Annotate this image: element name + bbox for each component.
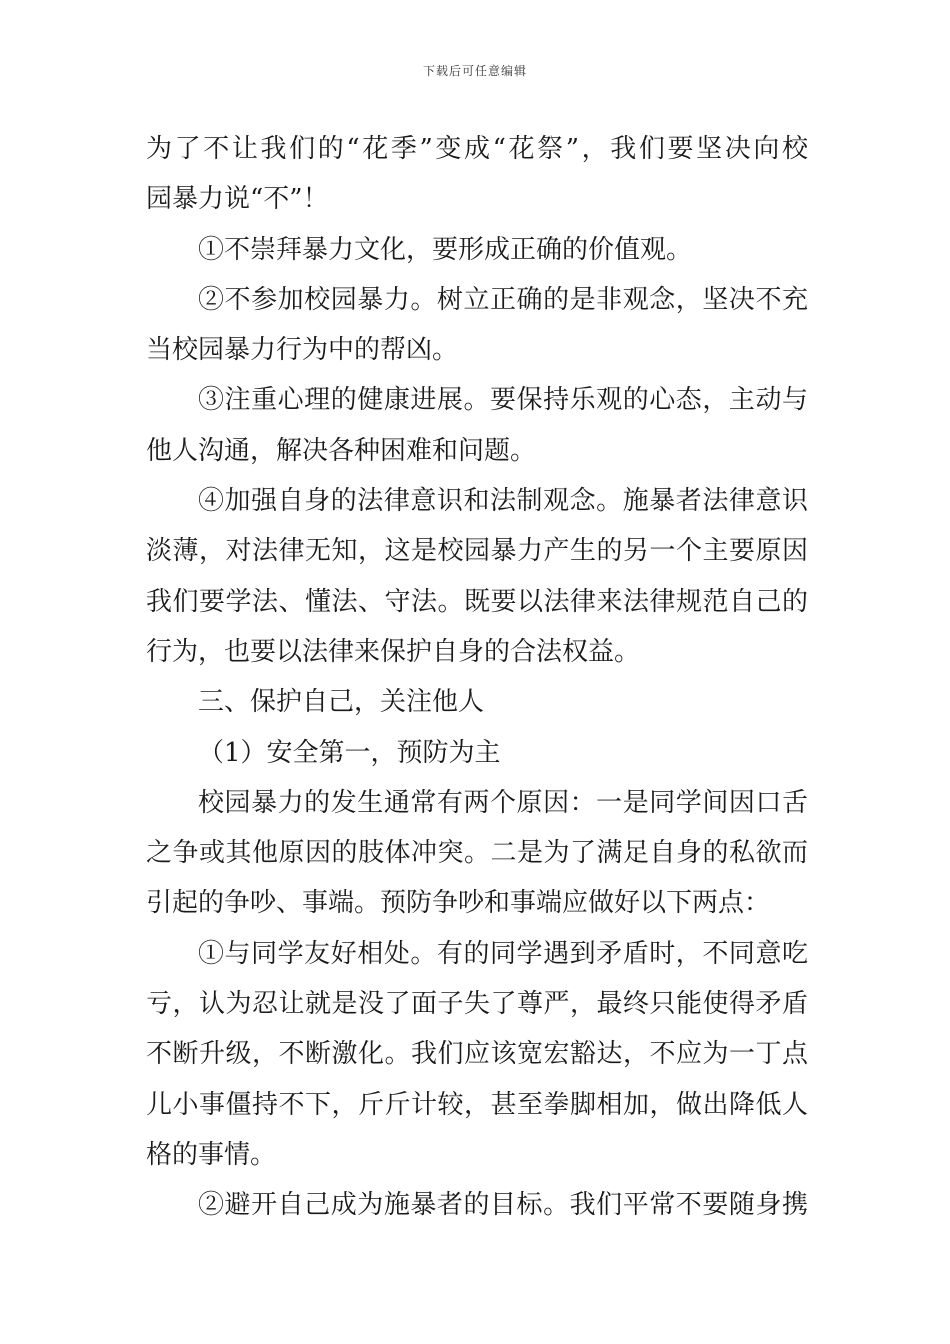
text-line: 亏，认为忍让就是没了面子失了尊严，最终只能使得矛盾 (146, 989, 808, 1020)
text-line: 当校园暴力行为中的帮凶。 (146, 335, 459, 366)
text-line: （1）安全第一，预防为主 (198, 737, 501, 768)
text-line: 我们要学法、懂法、守法。既要以法律来法律规范自己的 (146, 586, 808, 617)
text-line: 校园暴力的发生通常有两个原因：一是同学间因口舌 (198, 787, 808, 818)
text-line: ②避开自己成为施暴者的目标。我们平常不要随身携 (198, 1190, 808, 1221)
text-line: 为了不让我们的“花季”变成“花祭”，我们要坚决向校 (146, 134, 808, 164)
text-line: 园暴力说“不”！ (146, 184, 329, 215)
text-line: ④加强自身的法律意识和法制观念。施暴者法律意识 (198, 486, 808, 517)
text-line: 引起的争吵、事端。预防争吵和事端应做好以下两点： (146, 888, 771, 919)
page-header-note: 下载后可任意编辑 (422, 64, 527, 78)
text-line: ①与同学友好相处。有的同学遇到矛盾时，不同意吃 (198, 938, 808, 969)
text-line: 之争或其他原因的肢体冲突。二是为了满足自身的私欲而 (146, 838, 808, 869)
text-line: 行为，也要以法律来保护自身的合法权益。 (146, 636, 641, 667)
text-line: 格的事情。 (146, 1139, 277, 1170)
text-line: 三、保护自己，关注他人 (198, 687, 485, 718)
text-line: ①不崇拜暴力文化，要形成正确的价值观。 (198, 234, 693, 265)
text-line: 儿小事僵持不下，斤斤计较，甚至拳脚相加，做出降低人 (146, 1089, 808, 1120)
text-line: 不断升级，不断激化。我们应该宽宏豁达，不应为一丁点 (146, 1039, 808, 1070)
document-body (146, 124, 808, 1231)
text-line: ②不参加校园暴力。树立正确的是非观念，坚决不充 (198, 284, 808, 315)
text-line: 他人沟通，解决各种困难和问题。 (146, 435, 537, 466)
text-line: ③注重心理的健康进展。要保持乐观的心态，主动与 (198, 385, 808, 416)
text-line: 淡薄，对法律无知，这是校园暴力产生的另一个主要原因 (146, 536, 808, 567)
